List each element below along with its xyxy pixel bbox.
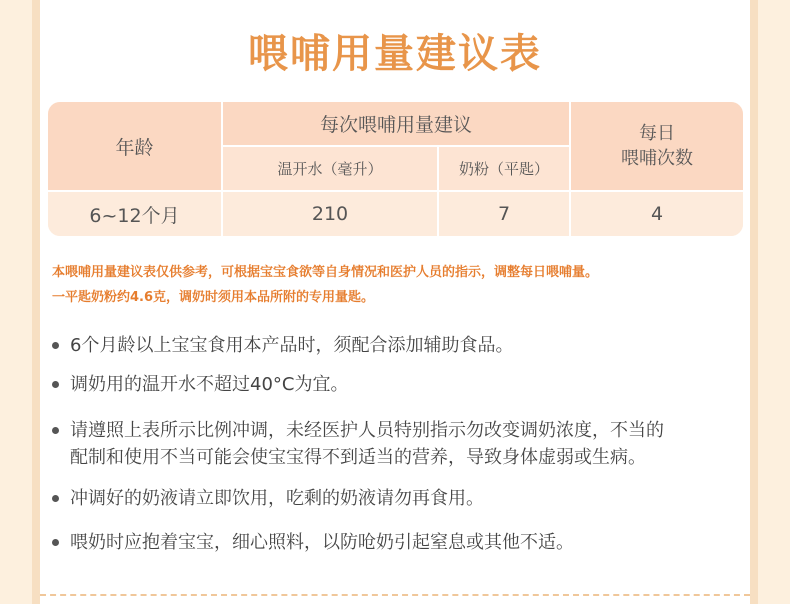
feeding-table [48, 102, 743, 236]
bullet-dot-icon [52, 539, 59, 546]
list-item [52, 417, 742, 471]
daily-header-line1: 每日 [639, 123, 675, 144]
water-header: 温开水（毫升） [223, 147, 437, 190]
powder-header: 奶粉（平匙） [439, 147, 569, 190]
daily-feedings-header [571, 102, 743, 190]
list-item-text: 6个月龄以上宝宝食用本产品时，须配合添加辅助食品。 [70, 335, 514, 356]
note-line-1: 本喂哺用量建议表仅供参考，可根据宝宝食欲等自身情况和医护人员的指示，调整每日喂哺量。 [52, 265, 599, 280]
page-title: 喂哺用量建议表 [248, 30, 542, 77]
list-item [52, 529, 742, 556]
feeding-guide-card [40, 0, 750, 604]
table-divider [223, 145, 569, 147]
list-item-text: 喂奶时应抱着宝宝，细心照料，以防呛奶引起窒息或其他不适。 [70, 532, 574, 553]
right-border-stripe [750, 0, 758, 604]
table-divider [221, 102, 223, 236]
per-feeding-group-header: 每次喂哺用量建议 [223, 102, 569, 145]
daily-header-line2: 喂哺次数 [621, 148, 693, 169]
row-age-cell: 6~12个月 [48, 192, 221, 236]
list-item-text: 配制和使用不当可能会使宝宝得不到适当的营养，导致身体虚弱或生病。 [70, 447, 646, 468]
row-daily-cell: 4 [571, 192, 743, 236]
list-item [52, 371, 742, 398]
list-item [52, 485, 742, 512]
left-border-stripe [32, 0, 40, 604]
table-divider [48, 190, 743, 192]
list-item-text: 调奶用的温开水不超过40°C为宜。 [70, 374, 349, 395]
row-water-cell: 210 [223, 192, 437, 236]
reference-note [52, 260, 742, 310]
dashed-divider [40, 594, 750, 596]
bullet-dot-icon [52, 342, 59, 349]
table-divider [569, 102, 571, 236]
list-item-text: 冲调好的奶液请立即饮用，吃剩的奶液请勿再食用。 [70, 488, 484, 509]
list-item [52, 332, 742, 359]
bullet-dot-icon [52, 427, 59, 434]
bullet-dot-icon [52, 495, 59, 502]
age-header: 年龄 [48, 102, 221, 190]
bullet-dot-icon [52, 381, 59, 388]
note-line-2: 一平匙奶粉约4.6克，调奶时须用本品所附的专用量匙。 [52, 290, 375, 305]
list-item-text: 请遵照上表所示比例冲调，未经医护人员特别指示勿改变调奶浓度，不当的 [70, 420, 664, 441]
row-powder-cell: 7 [439, 192, 569, 236]
